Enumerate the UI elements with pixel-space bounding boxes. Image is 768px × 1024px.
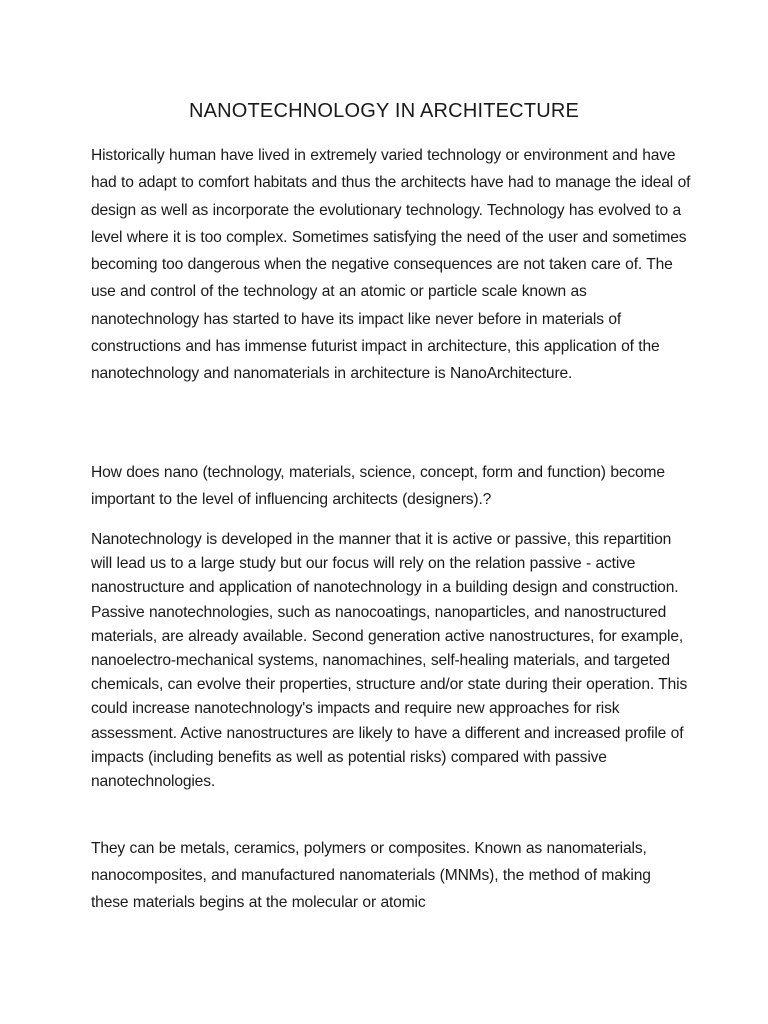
document-title: NANOTECHNOLOGY IN ARCHITECTURE — [188, 100, 580, 122]
paragraph-history: Historically human have lived in extremely varied technology or environment and have had to adapt to comfort habitats and thus the architects have had to manage the ideal of design as well as incorporate the evolutionary technology. Technology has evolved to a level where it is too complex. Sometimes satisfying the need of the user and sometimes becoming too dangerous when the negative consequences are not taken care of. The use and control of the technology at an atomic or particle scale known as nanotechnology has started to have its impact like never before in materials of constructions and has immense futurist impact in architecture, this application of the nanotechnology and nanomaterials in architecture is NanoArchitecture. — [91, 147, 691, 383]
paragraph-question: How does nano (technology, materials, science, concept, form and function) become important to the level of influencing architects (designers).? — [91, 464, 665, 508]
paragraph-active-passive: Nanotechnology is developed in the manner that it is active or passive, this repartition will lead us to a large study but our focus will rely on the relation passive - active nanostructure and application of nanotechnology in a building design and construction. Passive nanotechnologies, such as nanocoatings, nanoparticles, and nanostructured materials, are already available. Second generation active nanostructures, for example, nanoelectro-mechanical systems, nanomachines, self-healing materials, and targeted chemicals, can evolve their properties, structure and/or state during their operation. This could increase nanotechnology's impacts and require new approaches for risk assessment. Active nanostructures are likely to have a different and increased profile of impacts (including benefits as well as potential risks) compared with passive nanotechnologies. — [91, 531, 688, 791]
paragraph-materials: They can be metals, ceramics, polymers or composites. Known as nanomaterials, nanocomposites, and manufactured nanomaterials (MNMs), the method of making these materials begins at the molecular or atomic — [91, 840, 651, 911]
